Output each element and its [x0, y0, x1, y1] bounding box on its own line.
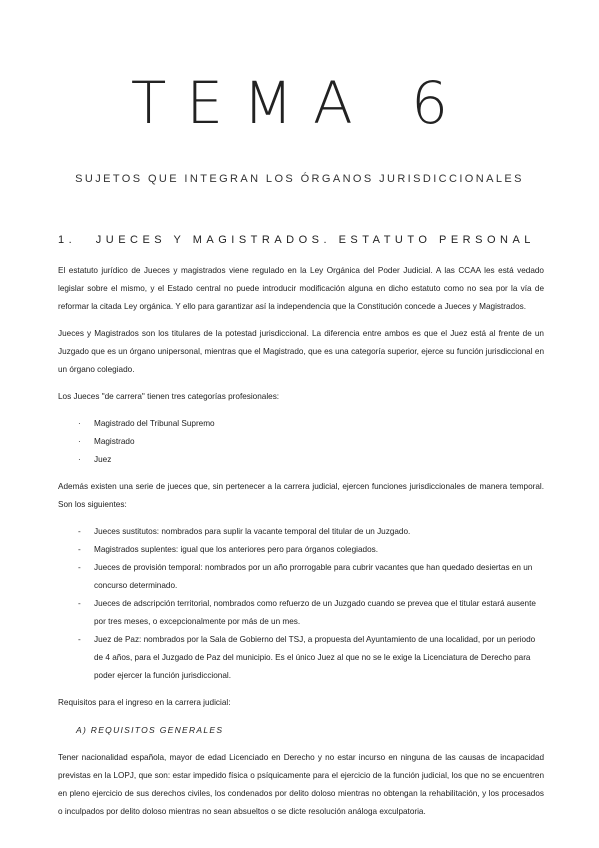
section-heading	[58, 233, 535, 247]
list-item: · Juez	[58, 451, 544, 469]
paragraph: Jueces y Magistrados son los titulares de la potestad jurisdiccional. La diferencia entre ambos es que el Juez está al frente de un Juzgado que es un órgano unipersonal, mientras que el Magistrado, que es una categoría superior, ejerce su función jurisdiccional en un órgano colegiado.	[58, 329, 544, 374]
list-item: - Jueces de provisión temporal: nombrados por un año prorrogable para cubrir vacantes que han quedado desiertas en un concurso determinado.	[58, 559, 544, 595]
paragraph: Los Jueces "de carrera" tienen tres categorías profesionales:	[58, 392, 280, 401]
requirements-intro: Requisitos para el ingreso en la carrera judicial:	[58, 698, 231, 707]
other-judges-list	[58, 523, 544, 685]
subheading: A) REQUISITOS GENERALES	[76, 725, 224, 735]
categories-list	[58, 415, 544, 469]
list-item: · Magistrado	[58, 433, 544, 451]
section-number: 1.	[58, 234, 77, 246]
list-item: - Jueces sustitutos: nombrados para suplir la vacante temporal del titular de un Juzgado.	[58, 523, 544, 541]
list-item: · Magistrado del Tribunal Supremo	[58, 415, 544, 433]
section-heading-text: JUECES Y MAGISTRADOS. ESTATUTO PERSONAL	[95, 234, 535, 246]
paragraph: El estatuto jurídico de Jueces y magistrados viene regulado en la Ley Orgánica del Poder Judicial. A las CCAA les está vedado legislar sobre el mismo, y el Estado central no puede introducir modificación alguna en dicho estatuto como no sea por la vía de reformar la citada Ley orgánica. Y ello para garantizar así la independencia que la Constitución concede a Jueces y Magistrados.	[58, 266, 544, 311]
paragraph: Tener nacionalidad española, mayor de edad Licenciado en Derecho y no estar incurso en ninguna de las causas de incapacidad previstas en la LOPJ, que son: estar impedido física o psíquicamente para el ejercicio de la función judicial, los que no se encuentren en pleno ejercicio de sus derechos civiles, los condenados por delito doloso mientras no obtengan la rehabilitación, y los procesados o inculpados por delito doloso mientras no sean absueltos o se dicte resolución análoga exculpatoria.	[58, 753, 544, 816]
page-subtitle: SUJETOS QUE INTEGRAN LOS ÓRGANOS JURISDICCIONALES	[75, 173, 524, 185]
page-title: TEMA 6	[130, 69, 469, 137]
document-body	[58, 262, 544, 830]
list-item: - Juez de Paz: nombrados por la Sala de Gobierno del TSJ, a propuesta del Ayuntamiento de una localidad, por un periodo de 4 años, para el Juzgado de Paz del municipio. Es el único Juez al que no se le exige la Licenciatura de Derecho para poder ejercer la función jurisdiccional.	[58, 631, 544, 685]
list-item: - Magistrados suplentes: igual que los anteriores pero para órganos colegiados.	[58, 541, 544, 559]
paragraph: Además existen una serie de jueces que, sin pertenecer a la carrera judicial, ejercen funciones jurisdiccionales de manera temporal. Son los siguientes:	[58, 482, 544, 509]
list-item: - Jueces de adscripción territorial, nombrados como refuerzo de un Juzgado cuando se prevea que el titular estará ausente por tres meses, o excepcionalmente por más de un mes.	[58, 595, 544, 631]
